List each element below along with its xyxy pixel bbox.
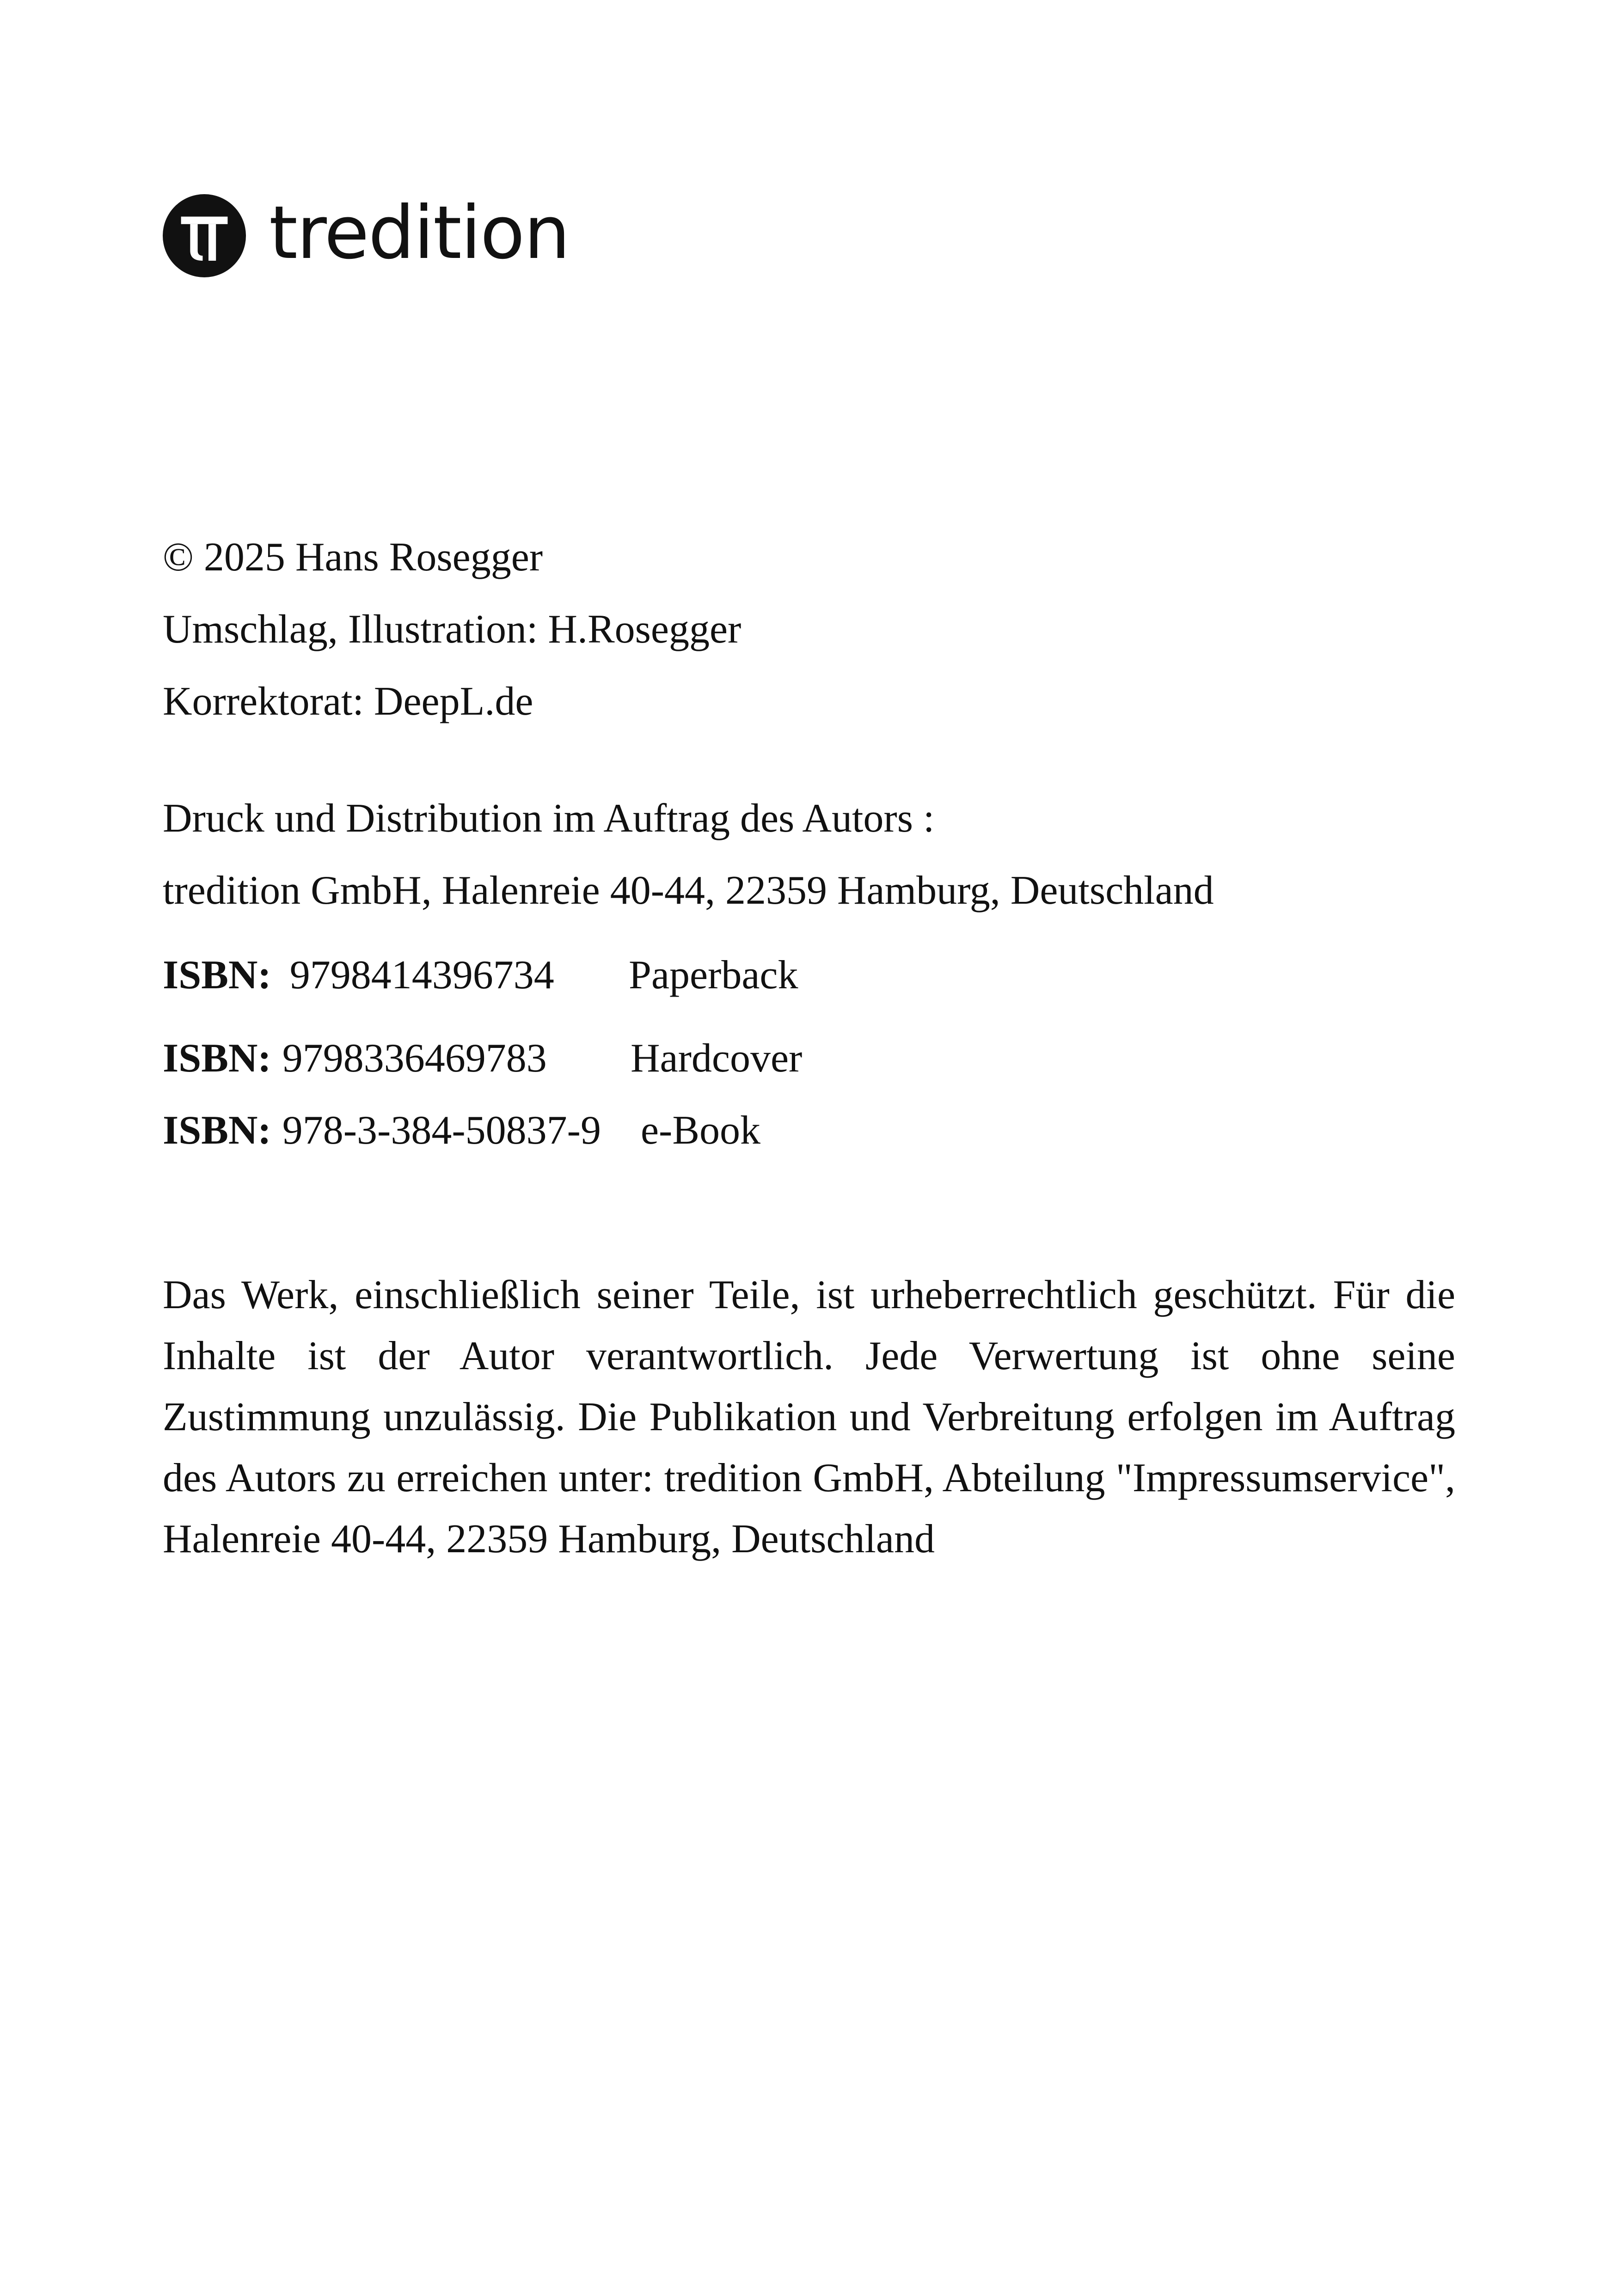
isbn-row-ebook: [163, 1108, 761, 1153]
cover-credit-line: Umschlag, Illustration: H.Rosegger: [163, 607, 742, 652]
isbn-number: 978-3-384-50837-9: [282, 1108, 601, 1153]
publisher-logo-text: tredition: [269, 190, 570, 276]
isbn-label: ISBN:: [163, 1108, 271, 1153]
distribution-line-2: tredition GmbH, Halenreie 40-44, 22359 Hamburg, Deutschland: [163, 868, 1214, 913]
copyright-line: © 2025 Hans Rosegger: [163, 535, 543, 580]
publisher-logo: [163, 190, 570, 277]
isbn-label: ISBN:: [163, 1036, 271, 1081]
isbn-number: 9798336469783: [282, 1036, 547, 1081]
isbn-row-hardcover: [163, 1036, 803, 1081]
tredition-logo-icon: [163, 194, 246, 277]
isbn-format: Paperback: [629, 953, 798, 998]
isbn-row-paperback: [163, 953, 798, 998]
proofreading-line: Korrektorat: DeepL.de: [163, 679, 533, 724]
legal-notice: Das Werk, einschließlich seiner Teile, ist urheberrechtlich geschützt. Für die Inhalte ist der Autor verantwortlich. Jede Verwertung ist ohne seine Zustimmung unzulässig. Die Publikation und Verbreitung erfolgen im Auftrag des Autors zu erreichen unter: tredition GmbH, Abteilung "Impressumservice", Halenreie 40-44, 22359 Hamburg, Deutschland: [163, 1273, 1455, 1561]
isbn-number: 9798414396734: [289, 953, 554, 998]
distribution-line-1: Druck und Distribution im Auftrag des Autors :: [163, 796, 935, 841]
isbn-format: e-Book: [641, 1108, 761, 1153]
isbn-label: ISBN:: [163, 953, 271, 998]
isbn-format: Hardcover: [631, 1036, 803, 1081]
